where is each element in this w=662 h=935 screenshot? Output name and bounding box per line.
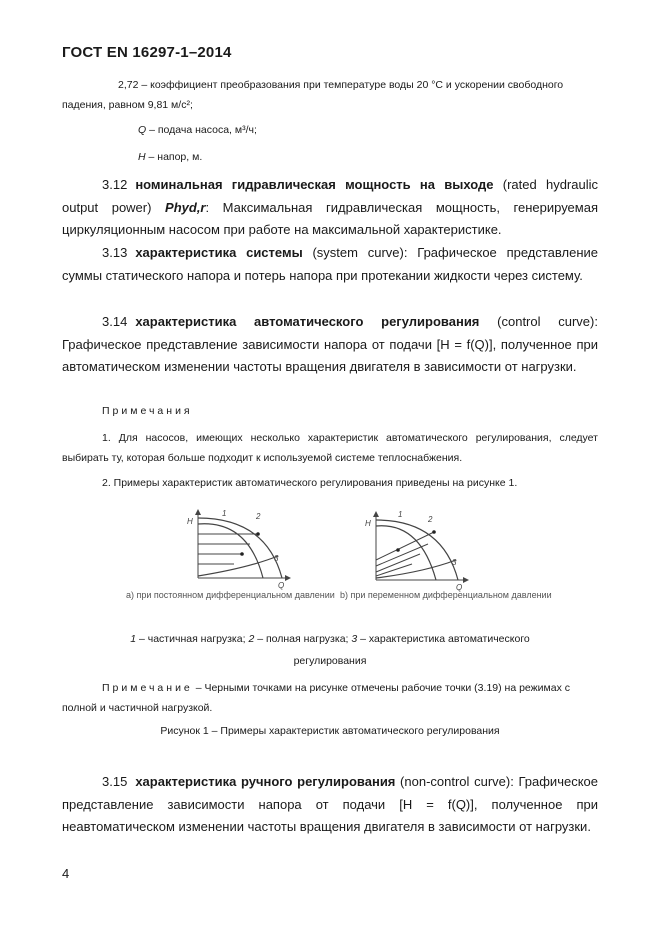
figure-a <box>178 506 298 591</box>
definition-3-14-term: характеристика автоматического регулирования <box>135 314 480 329</box>
figure-key-line-2: регулирования <box>293 655 367 667</box>
legend-h-text: – напор, м. <box>145 151 203 163</box>
figure-b-h-label: H <box>365 519 371 528</box>
figure-a-curve-3 <box>198 556 278 576</box>
definition-3-12-english: (rated hydraulic output power) <box>62 177 598 215</box>
figure-a-curve-2 <box>198 518 282 578</box>
definition-3-12-text: : Максимальная гидравлическая мощность, генерируемая циркуляционным насосом при работе на максимальной характеристике. <box>62 199 598 238</box>
figure-a-operating-point-2 <box>256 532 260 536</box>
page-number: 4 <box>62 866 70 881</box>
figure-a-curve-3-label: 3 <box>274 554 279 563</box>
figure-note-label: Примечание <box>102 682 193 694</box>
figure-b-curve-2-label: 2 <box>428 515 433 524</box>
figure-a-caption: а) при постоянном дифференциальном давлении <box>126 590 335 600</box>
figure-b-caption: b) при переменном дифференциальном давлении <box>340 590 552 600</box>
figure-a-q-label: Q <box>278 581 285 590</box>
definition-3-12-number: 3.12 <box>102 177 128 192</box>
definition-3-15-number: 3.15 <box>102 774 128 789</box>
definition-3-12-symbol: Phyd,r <box>165 199 206 215</box>
definition-3-14-english: (control curve) <box>479 314 595 329</box>
figure-a-operating-point-1 <box>240 552 244 556</box>
figure-b-curve-3 <box>376 560 456 578</box>
definition-3-12-term: номинальная гидравлическая мощность на выходе <box>135 177 494 192</box>
figure-key-3-text: – характеристика автоматического <box>357 633 530 645</box>
figure-key-1-text: – частичная нагрузка; <box>136 633 249 645</box>
note-2: 2. Примеры характеристик автоматического регулирования приведены на рисунке 1. <box>102 477 518 489</box>
definition-3-13-number: 3.13 <box>102 245 128 260</box>
figure-key-line-1 <box>62 628 598 650</box>
figure-note <box>62 678 598 718</box>
figure-b <box>358 508 478 593</box>
figure-a-chart <box>178 506 298 591</box>
figure-b-operating-point-2 <box>432 530 436 534</box>
definition-3-12 <box>62 174 598 242</box>
definition-3-14 <box>62 311 598 379</box>
definition-3-13 <box>62 242 598 287</box>
figure-b-operating-point-1 <box>396 548 400 552</box>
figure-a-h-label: H <box>187 517 193 526</box>
document-header: ГОСТ EN 16297-1–2014 <box>62 44 232 61</box>
definition-3-15-text: : Графическое представление зависимости напора от подачи [H = f(Q)], полученное при неавтоматическом изменении частоты вращения двигателя в зависимости от нагрузки. <box>62 774 598 835</box>
legend-h-symbol: H <box>138 151 146 163</box>
figure-b-control-line-1 <box>376 532 434 560</box>
figure-title: Рисунок 1 – Примеры характеристик автоматического регулирования <box>160 725 500 737</box>
figure-note-text: – Черными точками на рисунке отмечены рабочие точки (3.19) на режимах с полной и частичной нагрузкой. <box>62 682 571 714</box>
note-1: 1. Для насосов, имеющих несколько характеристик автоматического регулирования, следует выбирать ту, которая больше подходит к используемой системе теплоснабжения. <box>62 432 598 464</box>
notes-heading: Примечания <box>102 405 193 417</box>
figure-key-1: 1 <box>130 633 137 645</box>
legend-q-symbol: Q <box>138 124 147 136</box>
definition-3-14-number: 3.14 <box>102 314 128 329</box>
figure-b-curve-1-label: 1 <box>398 510 403 519</box>
legend-q <box>138 119 257 141</box>
figure-a-curve-1-label: 1 <box>222 509 227 518</box>
definition-3-15 <box>62 771 598 839</box>
legend-q-text: – подача насоса, м³/ч; <box>146 124 257 136</box>
figure-b-chart <box>358 508 478 593</box>
legend-line-1: 2,72 – коэффициент преобразования при температуре воды 20 °С и ускорении свободного <box>118 79 564 91</box>
definition-3-15-term: характеристика ручного регулирования <box>135 774 396 789</box>
figure-key-3: 3 <box>351 633 358 645</box>
definition-3-15-english: (non-control curve) <box>395 774 511 789</box>
figure-b-q-label: Q <box>456 583 463 592</box>
definition-3-13-text: : Графическое представление суммы статического напора и потерь напора при протекании жидкости через систему. <box>62 245 599 283</box>
figure-key-2: 2 <box>248 633 255 645</box>
definition-3-13-term: характеристика системы <box>135 245 303 260</box>
legend-line-2: падения, равном 9,81 м/с²; <box>62 99 193 111</box>
definition-3-13-english: (system curve) <box>302 245 404 260</box>
figure-key-2-text: – полная нагрузка; <box>254 633 352 645</box>
figure-a-curve-2-label: 2 <box>256 512 261 521</box>
definition-3-14-text: : Графическое представление зависимости напора от подачи [H = f(Q)], полученное при автоматическом изменении частоты вращения двигателя в зависимости от нагрузки. <box>62 314 598 375</box>
legend-h <box>138 146 202 168</box>
figure-b-curve-3-label: 3 <box>452 558 457 567</box>
